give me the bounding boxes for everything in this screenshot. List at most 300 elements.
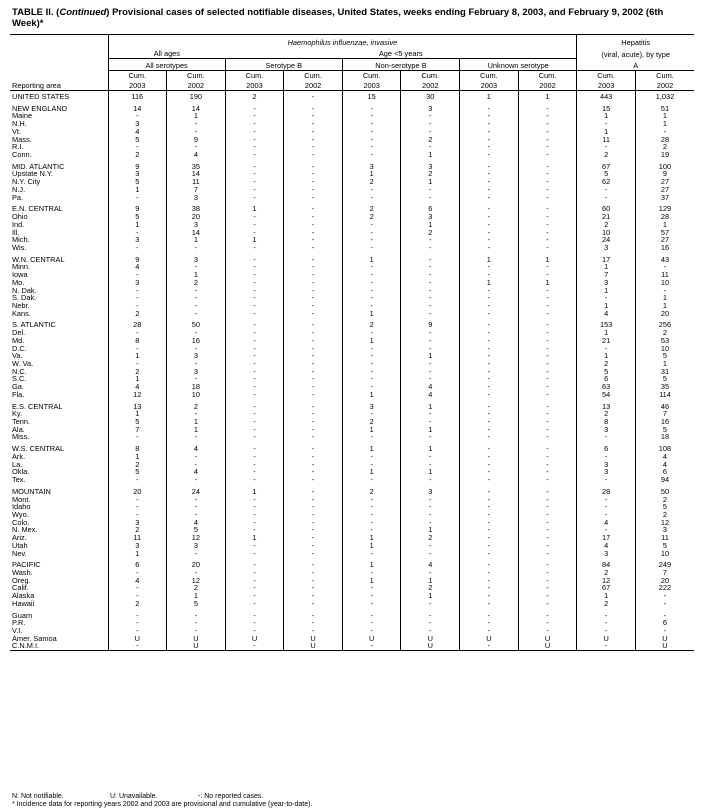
value-cell: -	[284, 403, 343, 411]
header-year: 2003	[577, 80, 636, 91]
value-cell: 4	[108, 128, 167, 136]
value-cell: -	[284, 143, 343, 151]
value-cell: -	[460, 170, 519, 178]
value-cell: 14	[167, 229, 226, 237]
value-cell: -	[284, 383, 343, 391]
value-cell: -	[284, 120, 343, 128]
value-cell: 1	[167, 112, 226, 120]
value-cell: -	[167, 453, 226, 461]
value-cell: -	[401, 368, 460, 376]
value-cell: 100	[635, 163, 694, 171]
value-cell: 1	[108, 453, 167, 461]
value-cell: -	[518, 143, 577, 151]
table-row	[10, 526, 694, 534]
value-cell: -	[284, 561, 343, 569]
value-cell: -	[518, 534, 577, 542]
value-cell: -	[225, 279, 284, 287]
reporting-area-cell: N.J.	[12, 185, 26, 194]
value-cell: -	[167, 410, 226, 418]
value-cell: -	[284, 279, 343, 287]
value-cell: -	[167, 375, 226, 383]
value-cell: 3	[108, 120, 167, 128]
value-cell: -	[225, 287, 284, 295]
value-cell: -	[284, 569, 343, 577]
value-cell: -	[225, 468, 284, 476]
reporting-area-cell: Miss.	[12, 433, 30, 442]
table-row	[10, 375, 694, 383]
value-cell: 11	[635, 271, 694, 279]
value-cell: -	[577, 511, 636, 519]
reporting-area-cell: N. Dak.	[12, 286, 37, 295]
header-year: 2002	[635, 80, 694, 91]
value-cell: 21	[577, 337, 636, 345]
value-cell: -	[225, 445, 284, 453]
reporting-area-cell: Alaska	[12, 592, 35, 600]
value-cell: 12	[167, 577, 226, 585]
value-cell: 6	[577, 375, 636, 383]
value-cell: -	[342, 136, 401, 144]
value-cell: 12	[167, 534, 226, 542]
value-cell: -	[518, 584, 577, 592]
value-cell: -	[635, 128, 694, 136]
value-cell: -	[225, 642, 284, 650]
value-cell: -	[284, 550, 343, 558]
value-cell: 16	[635, 418, 694, 426]
value-cell: -	[460, 526, 519, 534]
value-cell: -	[225, 337, 284, 345]
table-row	[10, 461, 694, 469]
value-cell: -	[284, 329, 343, 337]
reporting-area-cell: N.Y. City	[12, 178, 41, 186]
value-cell: 27	[635, 186, 694, 194]
reporting-area-cell: Tex.	[12, 476, 26, 484]
value-cell: 1	[342, 310, 401, 318]
value-cell: -	[225, 550, 284, 558]
value-cell: -	[284, 194, 343, 202]
value-cell: 9	[108, 256, 167, 264]
reporting-area-cell: Va.	[12, 352, 23, 360]
value-cell: -	[518, 468, 577, 476]
reporting-area-cell: E.S. CENTRAL	[12, 402, 63, 411]
table-row	[10, 263, 694, 271]
value-cell: -	[460, 511, 519, 519]
value-cell: -	[284, 186, 343, 194]
table-row	[10, 503, 694, 511]
value-cell: 1	[342, 391, 401, 399]
value-cell: -	[518, 170, 577, 178]
reporting-area-cell: P.R.	[12, 619, 26, 627]
value-cell: 35	[167, 163, 226, 171]
value-cell: -	[460, 194, 519, 202]
value-cell: -	[577, 453, 636, 461]
value-cell: -	[284, 453, 343, 461]
value-cell: -	[342, 511, 401, 519]
reporting-area-cell: UNITED STATES	[12, 92, 70, 101]
value-cell: -	[518, 128, 577, 136]
table-row	[10, 128, 694, 136]
value-cell: 5	[635, 426, 694, 434]
value-cell: 6	[635, 468, 694, 476]
table-row	[10, 488, 694, 496]
table-row	[10, 627, 694, 635]
value-cell: 4	[401, 383, 460, 391]
reporting-area-cell: Calif.	[12, 584, 29, 593]
value-cell: 1	[518, 279, 577, 287]
value-cell: -	[518, 163, 577, 171]
value-cell: -	[460, 236, 519, 244]
value-cell: -	[342, 345, 401, 353]
reporting-area-cell: Wash.	[12, 568, 33, 577]
value-cell: 1	[635, 302, 694, 310]
value-cell: -	[342, 627, 401, 635]
value-cell: -	[518, 229, 577, 237]
value-cell: 2	[401, 170, 460, 178]
value-cell: U	[635, 635, 694, 643]
table-row	[10, 271, 694, 279]
reporting-area-cell: Guam	[12, 611, 33, 620]
value-cell: 2	[342, 178, 401, 186]
value-cell: 1	[460, 256, 519, 264]
value-cell: -	[225, 178, 284, 186]
value-cell: 1	[108, 221, 167, 229]
table-row	[10, 310, 694, 318]
value-cell: -	[401, 329, 460, 337]
value-cell: 2	[635, 143, 694, 151]
value-cell: -	[518, 619, 577, 627]
value-cell: 2	[108, 600, 167, 608]
table-row	[10, 91, 694, 101]
table-header	[10, 35, 694, 91]
value-cell: 1	[401, 526, 460, 534]
value-cell: -	[284, 511, 343, 519]
value-cell: -	[518, 263, 577, 271]
table-row	[10, 635, 694, 643]
table-row	[10, 577, 694, 585]
table-row	[10, 302, 694, 310]
value-cell: -	[167, 461, 226, 469]
value-cell: 5	[167, 526, 226, 534]
value-cell: -	[167, 627, 226, 635]
value-cell: -	[284, 519, 343, 527]
value-cell: -	[167, 263, 226, 271]
value-cell: 5	[108, 213, 167, 221]
reporting-area-cell: E.N. CENTRAL	[12, 205, 63, 214]
value-cell: U	[167, 642, 226, 650]
footnote-incidence: * Incidence data for reporting years 2002 and 2003 are provisional and cumulative (year-to-date).	[12, 801, 313, 808]
value-cell: -	[518, 426, 577, 434]
value-cell: 15	[342, 91, 401, 101]
value-cell: -	[284, 294, 343, 302]
value-cell: -	[284, 375, 343, 383]
value-cell: -	[225, 496, 284, 504]
value-cell: 2	[577, 410, 636, 418]
value-cell: -	[284, 612, 343, 620]
value-cell: 3	[577, 468, 636, 476]
value-cell: 3	[577, 550, 636, 558]
value-cell: -	[225, 186, 284, 194]
value-cell: -	[401, 186, 460, 194]
value-cell: -	[225, 151, 284, 159]
value-cell: 51	[635, 105, 694, 113]
value-cell: 35	[635, 383, 694, 391]
reporting-area-cell: Mont.	[12, 495, 31, 504]
value-cell: -	[225, 542, 284, 550]
value-cell: 108	[635, 445, 694, 453]
reporting-area-cell: Ark.	[12, 452, 26, 461]
value-cell: 3	[401, 163, 460, 171]
value-cell: -	[401, 112, 460, 120]
value-cell: -	[460, 433, 519, 441]
table-row	[10, 619, 694, 627]
value-cell: 3	[167, 256, 226, 264]
value-cell: -	[518, 329, 577, 337]
value-cell: -	[460, 410, 519, 418]
value-cell: -	[225, 263, 284, 271]
reporting-area-cell: W.S. CENTRAL	[12, 445, 65, 453]
value-cell: 1,032	[635, 91, 694, 101]
value-cell: -	[518, 403, 577, 411]
value-cell: -	[167, 569, 226, 577]
value-cell: -	[401, 461, 460, 469]
value-cell: -	[225, 194, 284, 202]
value-cell: -	[284, 503, 343, 511]
value-cell: 5	[108, 468, 167, 476]
value-cell: 20	[635, 310, 694, 318]
value-cell: -	[460, 186, 519, 194]
table-row	[10, 120, 694, 128]
value-cell: -	[518, 352, 577, 360]
value-cell: -	[342, 410, 401, 418]
value-cell: -	[284, 310, 343, 318]
reporting-area-cell: S.C.	[12, 375, 27, 384]
value-cell: -	[225, 302, 284, 310]
reporting-area-cell: Iowa	[12, 271, 28, 279]
value-cell: -	[460, 550, 519, 558]
value-cell: -	[460, 213, 519, 221]
value-cell: -	[342, 368, 401, 376]
value-cell: -	[167, 360, 226, 368]
table-row	[10, 600, 694, 608]
value-cell: 5	[635, 352, 694, 360]
reporting-area-cell: Idaho	[12, 503, 31, 511]
table-row	[10, 383, 694, 391]
value-cell: 1	[108, 410, 167, 418]
value-cell: 2	[577, 600, 636, 608]
value-cell: -	[342, 221, 401, 229]
value-cell: -	[225, 321, 284, 329]
value-cell: -	[342, 105, 401, 113]
table-row	[10, 550, 694, 558]
value-cell: -	[108, 584, 167, 592]
header-cum: Cum.	[460, 71, 519, 81]
value-cell: 5	[635, 375, 694, 383]
value-cell: 3	[401, 488, 460, 496]
value-cell: 1	[167, 592, 226, 600]
table-row	[10, 236, 694, 244]
value-cell: 1	[635, 360, 694, 368]
value-cell: -	[167, 476, 226, 484]
value-cell: -	[518, 561, 577, 569]
table-row	[10, 329, 694, 337]
value-cell: -	[577, 143, 636, 151]
value-cell: 43	[635, 256, 694, 264]
value-cell: 14	[167, 105, 226, 113]
value-cell: -	[401, 236, 460, 244]
value-cell: -	[577, 526, 636, 534]
value-cell: 20	[167, 213, 226, 221]
table-row	[10, 519, 694, 527]
value-cell: -	[518, 592, 577, 600]
value-cell: U	[108, 635, 167, 643]
value-cell: 7	[635, 410, 694, 418]
value-cell: 3	[401, 105, 460, 113]
value-cell: -	[460, 310, 519, 318]
table-title	[12, 7, 692, 29]
value-cell: -	[577, 642, 636, 650]
value-cell: -	[401, 519, 460, 527]
value-cell: 5	[577, 368, 636, 376]
table-row	[10, 256, 694, 264]
value-cell: -	[225, 519, 284, 527]
value-cell: -	[225, 163, 284, 171]
value-cell: 3	[108, 236, 167, 244]
value-cell: -	[460, 112, 519, 120]
table-row	[10, 294, 694, 302]
value-cell: 249	[635, 561, 694, 569]
reporting-area-cell: V.I.	[12, 627, 23, 635]
value-cell: -	[518, 244, 577, 252]
value-cell: -	[401, 263, 460, 271]
value-cell: -	[401, 194, 460, 202]
value-cell: 38	[167, 205, 226, 213]
value-cell: -	[284, 368, 343, 376]
value-cell: 1	[401, 221, 460, 229]
value-cell: 67	[577, 584, 636, 592]
value-cell: -	[284, 584, 343, 592]
value-cell: -	[460, 352, 519, 360]
value-cell: -	[518, 418, 577, 426]
value-cell: 256	[635, 321, 694, 329]
value-cell: 2	[401, 534, 460, 542]
value-cell: U	[225, 635, 284, 643]
value-cell: -	[225, 584, 284, 592]
value-cell: -	[167, 310, 226, 318]
reporting-area-cell: La.	[12, 460, 23, 469]
reporting-area-cell: Ill.	[12, 228, 20, 237]
value-cell: -	[460, 271, 519, 279]
value-cell: -	[401, 279, 460, 287]
value-cell: -	[225, 600, 284, 608]
value-cell: 2	[635, 496, 694, 504]
value-cell: -	[225, 170, 284, 178]
value-cell: 2	[167, 279, 226, 287]
value-cell: 1	[401, 403, 460, 411]
value-cell: -	[284, 426, 343, 434]
value-cell: 1	[401, 352, 460, 360]
value-cell: 3	[577, 461, 636, 469]
value-cell: -	[284, 151, 343, 159]
value-cell: -	[577, 619, 636, 627]
value-cell: 57	[635, 229, 694, 237]
value-cell: -	[284, 468, 343, 476]
value-cell: -	[108, 302, 167, 310]
value-cell: -	[342, 279, 401, 287]
value-cell: -	[460, 136, 519, 144]
value-cell: -	[401, 418, 460, 426]
value-cell: -	[225, 120, 284, 128]
value-cell: -	[284, 526, 343, 534]
value-cell: -	[460, 403, 519, 411]
value-cell: 3	[167, 542, 226, 550]
value-cell: -	[108, 476, 167, 484]
value-cell: -	[284, 337, 343, 345]
reporting-area-cell: Nebr.	[12, 301, 30, 310]
value-cell: -	[518, 453, 577, 461]
disease-table	[10, 34, 694, 651]
value-cell: -	[460, 163, 519, 171]
value-cell: -	[401, 294, 460, 302]
value-cell: -	[401, 345, 460, 353]
value-cell: 1	[225, 534, 284, 542]
value-cell: 1	[342, 256, 401, 264]
header-year: 2003	[225, 80, 284, 91]
value-cell: 1	[635, 294, 694, 302]
value-cell: -	[518, 194, 577, 202]
value-cell: -	[342, 352, 401, 360]
value-cell: 2	[635, 329, 694, 337]
table-row	[10, 337, 694, 345]
value-cell: 1	[225, 236, 284, 244]
table-row	[10, 178, 694, 186]
value-cell: 3	[167, 352, 226, 360]
value-cell: -	[460, 519, 519, 527]
value-cell: -	[518, 136, 577, 144]
reporting-area-cell: Upstate N.Y.	[12, 170, 53, 179]
value-cell: 1	[342, 577, 401, 585]
value-cell: -	[342, 229, 401, 237]
table-row	[10, 105, 694, 113]
value-cell: 1	[108, 352, 167, 360]
value-cell: 19	[635, 151, 694, 159]
reporting-area-cell: Amer. Samoa	[12, 634, 57, 643]
value-cell: -	[225, 256, 284, 264]
value-cell: -	[108, 569, 167, 577]
value-cell: 2	[401, 229, 460, 237]
value-cell: 84	[577, 561, 636, 569]
value-cell: 13	[577, 403, 636, 411]
value-cell: -	[460, 337, 519, 345]
header-cum: Cum.	[635, 71, 694, 81]
table-body	[10, 91, 694, 651]
value-cell: 2	[342, 321, 401, 329]
value-cell: U	[167, 635, 226, 643]
value-cell: 1	[518, 256, 577, 264]
reporting-area-cell: Mich.	[12, 236, 30, 244]
value-cell: -	[401, 302, 460, 310]
table-row	[10, 561, 694, 569]
table-row	[10, 360, 694, 368]
value-cell: -	[167, 433, 226, 441]
header-cum: Cum.	[577, 71, 636, 81]
value-cell: -	[460, 105, 519, 113]
reporting-area-cell: Mo.	[12, 278, 25, 287]
value-cell: -	[401, 337, 460, 345]
value-cell: -	[108, 511, 167, 519]
value-cell: 2	[225, 91, 284, 101]
value-cell: 1	[577, 302, 636, 310]
value-cell: -	[518, 496, 577, 504]
value-cell: 4	[635, 453, 694, 461]
